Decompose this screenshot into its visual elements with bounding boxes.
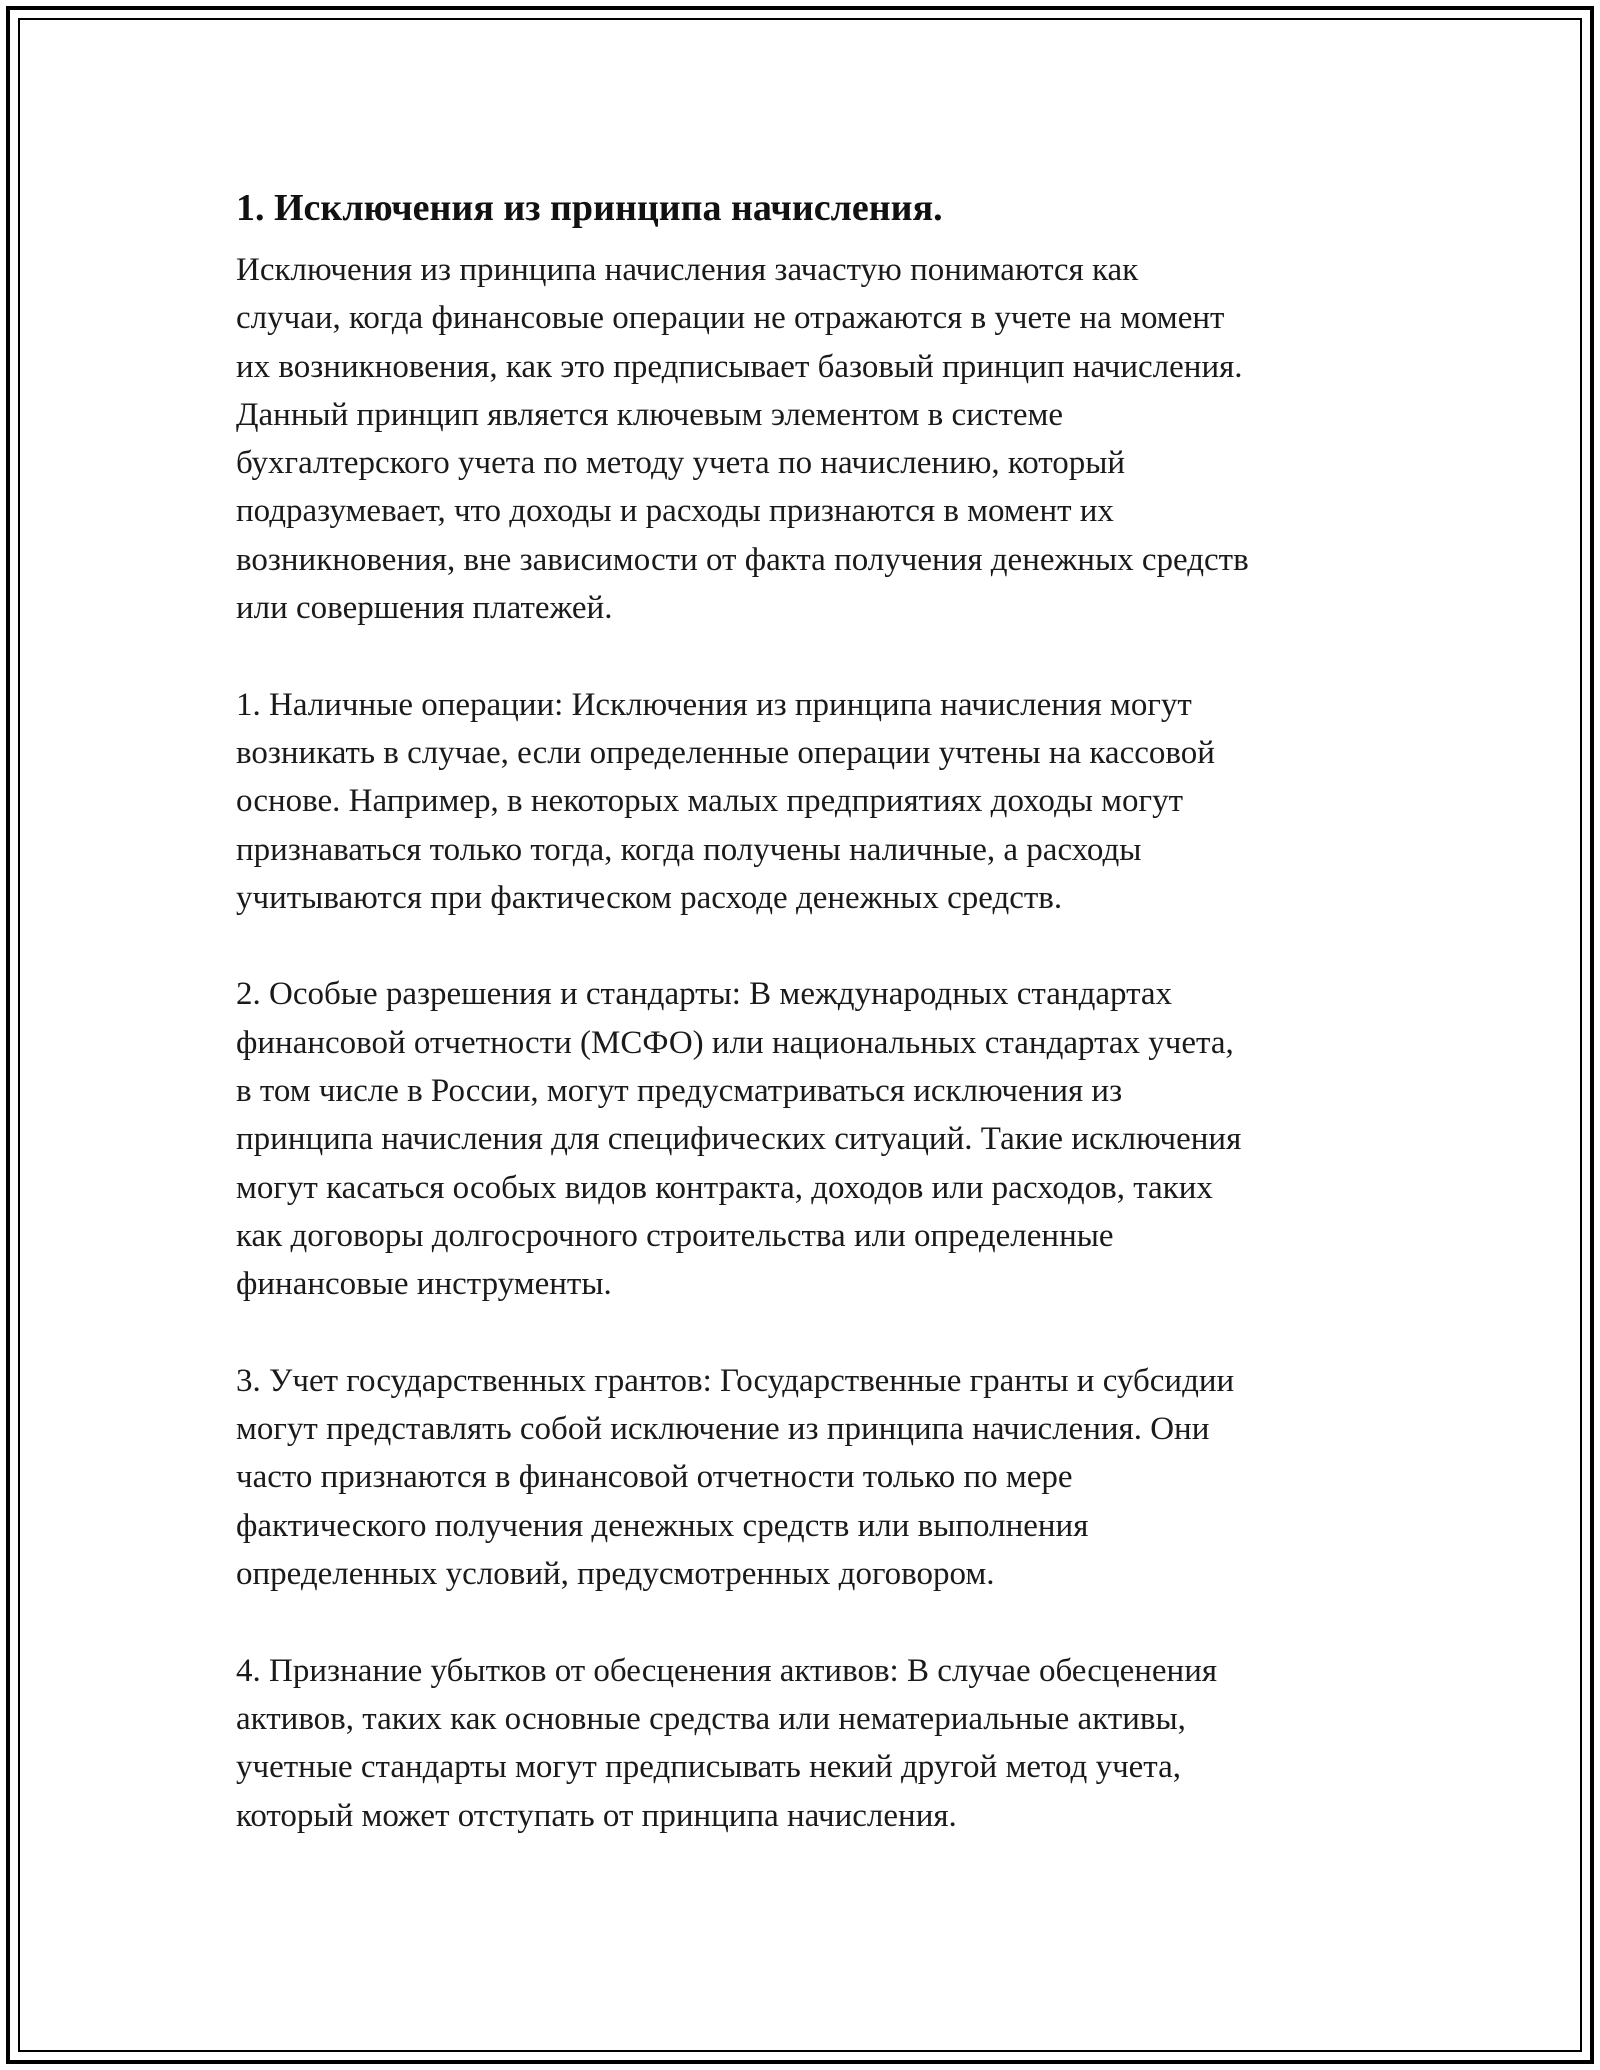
text-line: 4. Признание убытков от обесценения активов: В случае обесценения [236,1652,1218,1689]
text-line: активов, таких как основные средства или нематериальные активы, [236,1700,1186,1737]
text-line: основе. Например, в некоторых малых предприятиях доходы могут [236,783,1183,820]
text-line: 1. Наличные операции: Исключения из принципа начисления могут [236,686,1192,723]
text-line: принципа начисления для специфических ситуаций. Такие исключения [236,1121,1242,1158]
text-line: их возникновения, как это предписывает базовый принцип начисления. [236,348,1243,385]
text-line: случаи, когда финансовые операции не отражаются в учете на момент [236,300,1225,337]
text-line: подразумевает, что доходы и расходы признаются в момент их [236,493,1114,530]
text-line: как договоры долгосрочного строительства или определенные [236,1217,1114,1254]
intro-paragraph [236,246,1372,632]
text-line: признаваться только тогда, когда получены наличные, а расходы [236,831,1142,868]
text-line: могут представлять собой исключение из принципа начисления. Они [236,1411,1210,1448]
text-line: Исключения из принципа начисления зачастую понимаются как [236,252,1139,288]
text-line: возникновения, вне зависимости от факта получения денежных средств [236,541,1249,578]
item-paragraph-cash-operations [236,681,1372,922]
item-paragraph-special-standards [236,970,1372,1308]
item-paragraph-government-grants [236,1357,1372,1598]
text-line: могут касаться особых видов контракта, доходов или расходов, таких [236,1169,1213,1206]
text-line: Данный принцип является ключевым элементом в системе [236,396,1064,433]
text-line: или совершения платежей. [236,590,613,627]
text-line: бухгалтерского учета по методу учета по начислению, который [236,445,1126,482]
text-line: 3. Учет государственных грантов: Государственные гранты и субсидии [236,1362,1235,1399]
text-line: 2. Особые разрешения и стандарты: В международных стандартах [236,976,1173,1013]
text-line: часто признаются в финансовой отчетности только по мере [236,1459,1073,1496]
text-line: возникать в случае, если определенные операции учтены на кассовой [236,734,1215,771]
text-line: финансовые инструменты. [236,1266,612,1303]
text-line: в том числе в России, могут предусматриваться исключения из [236,1073,1123,1110]
text-line: учетные стандарты могут предписывать некий другой метод учета, [236,1749,1182,1786]
document-body [236,184,1372,1840]
text-line: фактического получения денежных средств или выполнения [236,1507,1089,1544]
text-line: финансовой отчетности (МСФО) или национальных стандартах учета, [236,1024,1234,1061]
text-line: который может отступать от принципа начисления. [236,1797,957,1834]
text-line: учитываются при фактическом расходе денежных средств. [236,879,1063,916]
item-paragraph-asset-impairment [236,1647,1372,1840]
text-line: определенных условий, предусмотренных договором. [236,1556,995,1593]
section-heading: 1. Исключения из принципа начисления. [236,187,943,229]
